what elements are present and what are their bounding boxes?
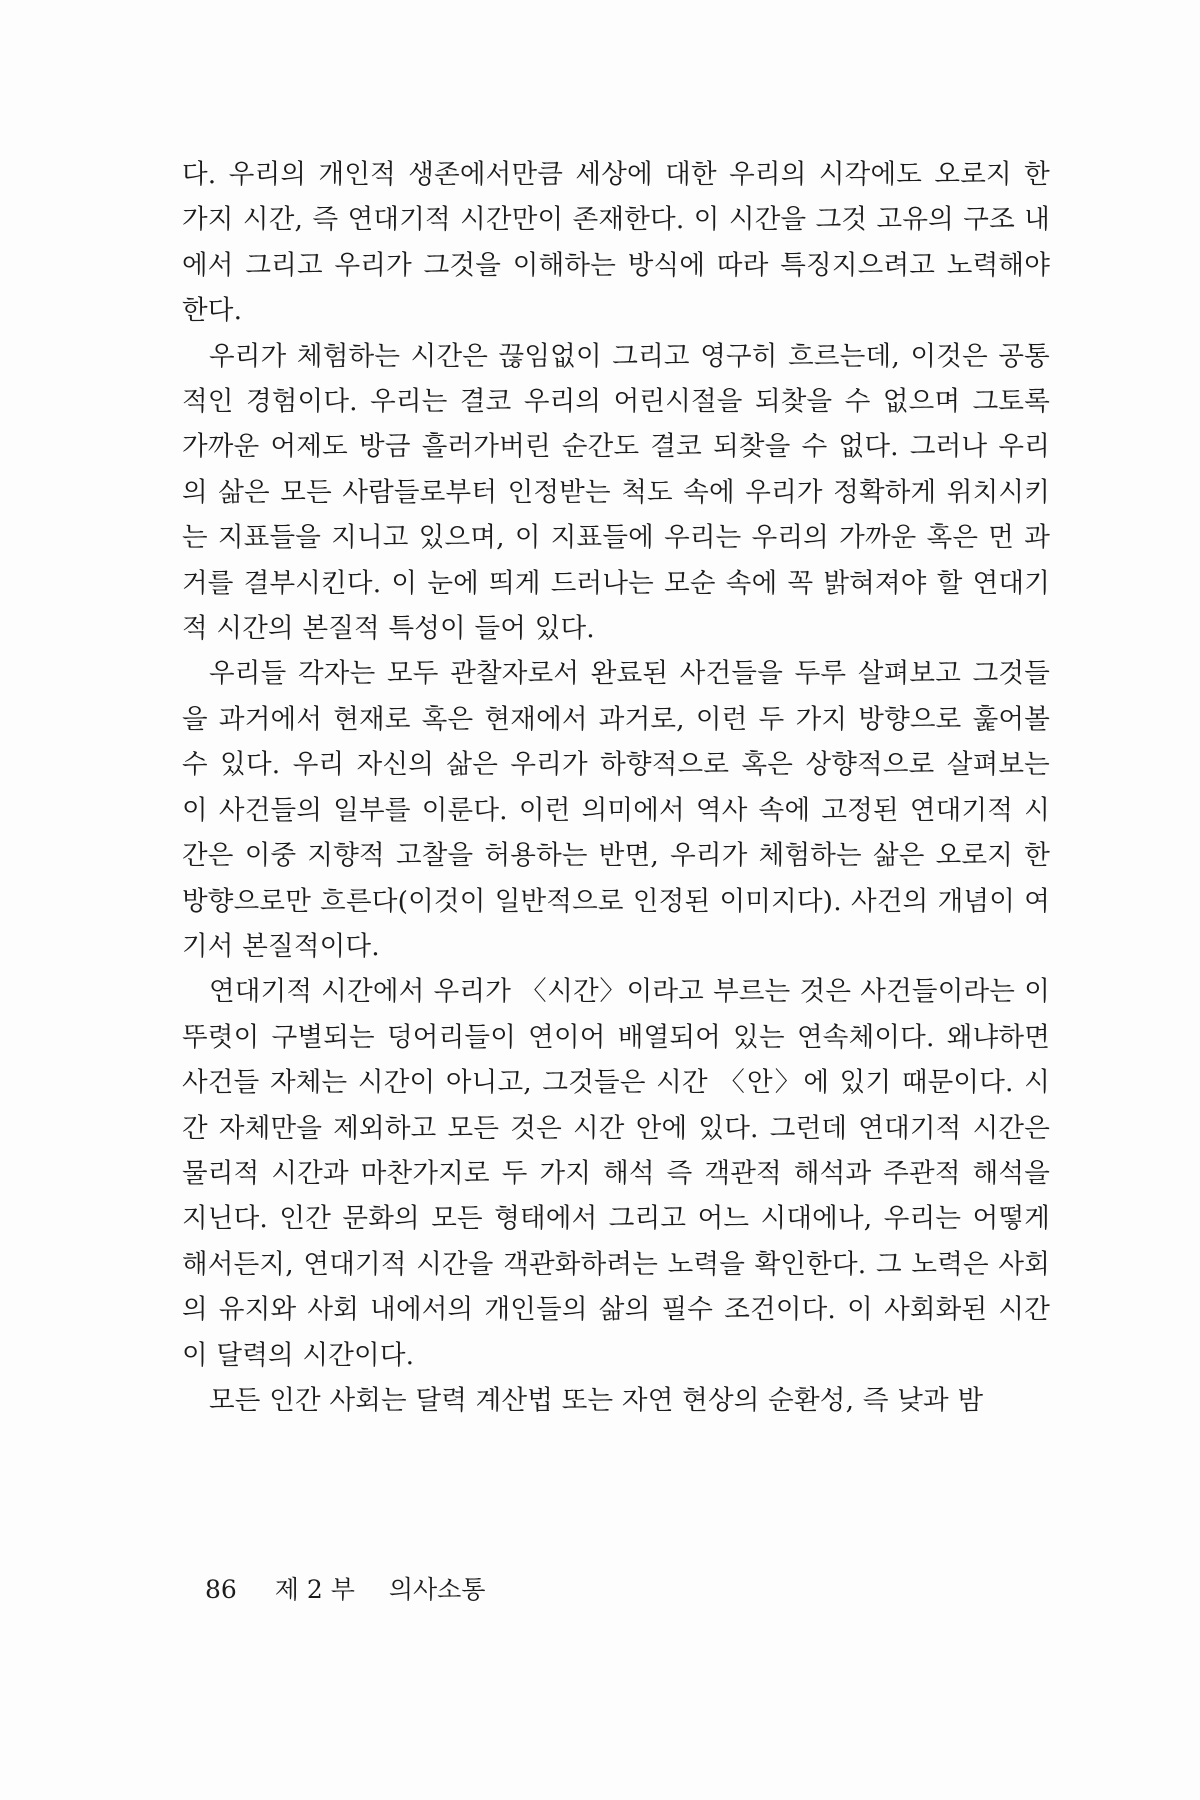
body-text — [182, 152, 1050, 1423]
page-footer — [205, 1570, 485, 1606]
part-label: 제 2 부 — [274, 1575, 355, 1604]
section-title: 의사소통 — [388, 1575, 486, 1604]
paragraph-continuation: 다. 우리의 개인적 생존에서만큼 세상에 대한 우리의 시각에도 오로지 한 가지 시간, 즉 연대기적 시간만이 존재한다. 이 시간을 그것 고유의 구조 내에서 그리고 우리가 그것을 이해하는 방식에 따라 특징지으려고 노력해야 한다. — [182, 159, 1050, 327]
paragraph: 우리가 체험하는 시간은 끊임없이 그리고 영구히 흐르는데, 이것은 공통적인 경험이다. 우리는 결코 우리의 어린시절을 되찾을 수 없으며 그토록 가까운 어제도 방금 흘러가버린 순간도 결코 되찾을 수 없다. 그러나 우리의 삶은 모든 사람들로부터 인정받는 척도 속에 우리가 정확하게 위치시키는 지표들을 지니고 있으며, 이 지표들에 우리는 우리의 가까운 혹은 먼 과거를 결부시킨다. 이 눈에 띄게 드러나는 모순 속에 꼭 밝혀져야 할 연대기적 시간의 본질적 특성이 들어 있다. — [182, 340, 1050, 645]
paragraph: 모든 인간 사회는 달력 계산법 또는 자연 현상의 순환성, 즉 낮과 밤 — [209, 1384, 984, 1416]
paragraph: 연대기적 시간에서 우리가 〈시간〉이라고 부르는 것은 사건들이라는 이 뚜렷이 구별되는 덩어리들이 연이어 배열되어 있는 연속체이다. 왜냐하면 사건들 자체는 시간이 아니고, 그것들은 시간 〈안〉에 있기 때문이다. 시간 자체만을 제외하고 모든 것은 시간 안에 있다. 그런데 연대기적 시간은 물리적 시간과 마찬가지로 두 가지 해석 즉 객관적 해석과 주관적 해석을 지닌다. 인간 문화의 모든 형태에서 그리고 어느 시대에나, 우리는 어떻게 해서든지, 연대기적 시간을 객관화하려는 노력을 확인한다. 그 노력은 사회의 유지와 사회 내에서의 개인들의 삶의 필수 조건이다. 이 사회화된 시간이 달력의 시간이다. — [182, 976, 1050, 1371]
page-number: 86 — [205, 1575, 237, 1604]
paragraph: 우리들 각자는 모두 관찰자로서 완료된 사건들을 두루 살펴보고 그것들을 과거에서 현재로 혹은 현재에서 과거로, 이런 두 가지 방향으로 훑어볼 수 있다. 우리 자신의 삶은 우리가 하향적으로 혹은 상향적으로 살펴보는 이 사건들의 일부를 이룬다. 이런 의미에서 역사 속에 고정된 연대기적 시간은 이중 지향적 고찰을 허용하는 반면, 우리가 체험하는 삶은 오로지 한 방향으로만 흐른다(이것이 일반적으로 인정된 이미지다). 사건의 개념이 여기서 본질적이다. — [182, 658, 1050, 962]
